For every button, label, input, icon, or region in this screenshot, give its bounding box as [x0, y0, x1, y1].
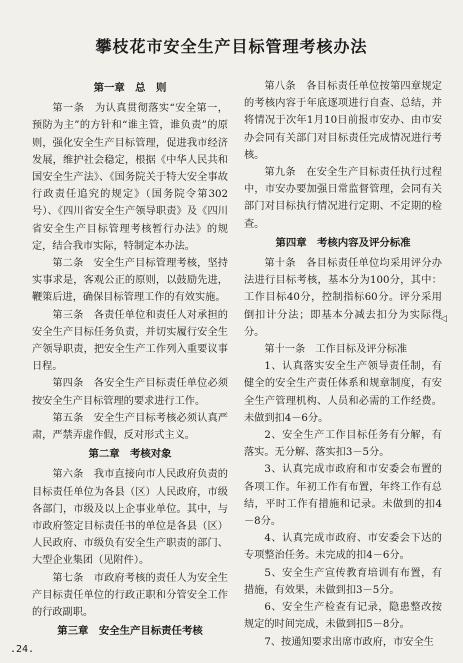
article-paragraph: 7、按通知要求出席市政府，市安全生	[264, 636, 434, 648]
margin-mark: ◁	[440, 314, 447, 324]
page-number: .24.	[10, 644, 35, 655]
article-paragraph: 2、安全生产工作目标任务有分解，有落实。无分解、落实扣3－5分。	[244, 430, 442, 459]
article-paragraph: 4、认真完成市政府、市安委会下达的专项整治任务。未完成的扣4－6分。	[244, 533, 442, 562]
right-column	[244, 78, 442, 651]
article-paragraph: 6、安全生产检查有记录，隐患整改按规定的时间完成，未做到扣5－8分。	[244, 602, 442, 631]
chapter-heading: 第四章 考核内容及评分标准	[275, 236, 411, 249]
article-paragraph: 第三条 各责任单位和责任人对承担的安全生产目标任务负责，并切实履行安全生产领导职责，把安全生产工作列入重要议事日程。	[32, 309, 228, 373]
article-paragraph: 第八条 各目标责任单位按第四章规定的考核内容于年底逐项进行自查、总结，并将情况于次年1月10日前报市安办、由市安办会同有关部门对目标责任完成情况进行考核。	[244, 81, 442, 161]
article-paragraph: 第二条 安全生产目标管理考核，坚持实事求是，客观公正的原则，以鼓励先进，鞭策后进，确保目标管理工作的有效实施。	[32, 258, 228, 304]
article-paragraph: 5、安全生产宣传教育培训有布置，有措施，有效果，未做到扣3－5分。	[244, 567, 442, 596]
left-column	[32, 78, 228, 644]
article-paragraph: 第十条 各目标责任单位均采用评分办法进行目标考核，基本分为100分，其中：工作目标40分，控制指标60分。评分采用倒扣计分法；即基本分减去扣分为实际得分。	[244, 258, 442, 338]
chapter-heading: 第二章 考核对象	[88, 448, 172, 461]
chapter-heading: 第一章 总 则	[93, 82, 167, 94]
article-paragraph: 第七条 市政府考核的责任人为安全生产目标责任单位的行政正职和分管安全工作的行政副职。	[32, 572, 228, 619]
article-paragraph: 第一条 为认真贯彻落实“安全第一，预防为主”的方针和“谁主管，谁负责”的原则，强化安全生产目标管理，促进我市经济发展，维护社会稳定，根据《中华人民共和国安全生产法》、《国务院关于特大安全事故行政责任追究的规定》（国务院令第302号）、《四川省安全生产领导职责》及《四川省安全生产目标管理考核暂行办法》的规定，结合我市实际，特制定本办法。	[32, 103, 228, 252]
article-paragraph: 第十一条 工作目标及评分标准	[264, 344, 408, 356]
document-title: 攀枝花市安全生产目标管理考核办法	[95, 37, 368, 56]
article-paragraph: 第四条 各安全生产目标责任单位必须按安全生产目标管理的要求进行工作。	[32, 378, 228, 407]
article-paragraph: 3、认真完成市政府和市安委会布置的各项工作。年初工作有布置，年终工作有总结，平时工作有措施和记录。未做到的扣4－8分。	[244, 464, 442, 528]
article-paragraph: 第九条 在安全生产目标责任执行过程中，市安办要加强日常监督管理，会同有关部门对目标执行情况进行定期、不定期的检查。	[244, 167, 442, 230]
article-paragraph: 第六条 我市直接向市人民政府负责的目标责任单位为各县（区）人民政府，市级各部门，市级及以上企事业单位。其中，与市政府签定目标责任书的单位是各县（区）人民政府、市级负有安全生产职责的部门、大型企业集团（见附件）。	[32, 469, 228, 567]
article-paragraph: 1、认真落实安全生产领导责任制，有健全的安全生产责任体系和规章制度，有安全生产管理机构、人员和必需的工作经费。未做到扣4－6分。	[244, 361, 442, 424]
chapter-heading: 第三章 安全生产目标责任考核	[57, 625, 203, 638]
article-paragraph: 第五条 安全生产目标考核必须认真严肃，严禁弄虚作假，反对形式主义。	[32, 412, 228, 442]
